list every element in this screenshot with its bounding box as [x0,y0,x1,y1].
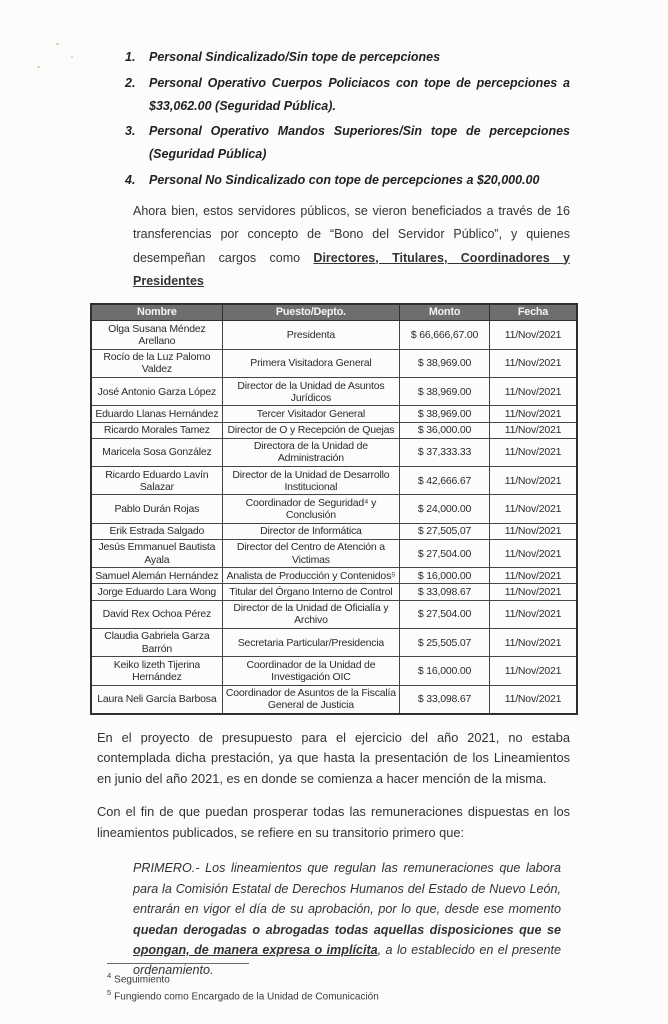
list-item [125,46,570,69]
cell-monto: $ 33,098.67 [400,584,490,600]
cell-puesto: Secretaria Particular/Presidencia [222,628,399,656]
scan-artifact [71,56,73,58]
table-row [91,422,577,438]
intro-paragraph [133,200,570,294]
cell-fecha: 11/Nov/2021 [490,628,578,656]
table-row [91,539,577,567]
cell-fecha: 11/Nov/2021 [490,438,578,466]
cell-monto: $ 37,333.33 [400,438,490,466]
table-row [91,406,577,422]
cell-monto: $ 38,969.00 [400,349,490,377]
cell-nombre: Erik Estrada Salgado [91,523,222,539]
table-header-row [91,304,577,321]
column-header-nombre: Nombre [91,304,222,321]
cell-monto: $ 25,505.07 [400,628,490,656]
table-row [91,349,577,377]
cell-puesto: Analista de Producción y Contenidos⁵ [222,568,399,584]
footnotes [107,963,379,1005]
cell-fecha: 11/Nov/2021 [490,422,578,438]
intro-text: Ahora bien, estos servidores públicos, se vieron beneficiados a través de 16 transferencias por concepto de “Bono del Servidor Público”, y quienes desempeñan cargos como [133,203,570,265]
cell-monto: $ 27,504.00 [400,539,490,567]
quote-part2: , a lo establecido en el presente ordenamiento. [133,942,561,978]
table-row [91,568,577,584]
table-row [91,523,577,539]
scan-artifact [56,43,59,45]
cell-monto: $ 16,000.00 [400,657,490,685]
cell-nombre: Olga Susana Méndez Arellano [91,321,222,349]
beneficiaries-table [90,303,578,716]
list-number: 3. [125,124,136,139]
table-row [91,600,577,628]
cell-fecha: 11/Nov/2021 [490,600,578,628]
cell-nombre: Keiko lizeth Tijerina Hernández [91,657,222,685]
cell-nombre: Claudia Gabriela Garza Barrón [91,628,222,656]
paragraph-fin: Con el fin de que puedan prosperar todas las remuneraciones dispuestas en los lineamientos publicados, se refiere en su transitorio primero que: [97,804,570,840]
cell-puesto: Coordinador de Asuntos de la Fiscalía General de Justicia [222,685,399,714]
cell-puesto: Director de Informática [222,523,399,539]
cell-monto: $ 16,000.00 [400,568,490,584]
footnote-marker: 5 [107,988,112,998]
table-row [91,467,577,495]
table-row [91,438,577,466]
cell-nombre: José Antonio Garza López [91,378,222,406]
cell-monto: $ 27,504.00 [400,600,490,628]
table-row [91,378,577,406]
cell-monto: $ 66,666,67.00 [400,321,490,349]
cell-fecha: 11/Nov/2021 [490,378,578,406]
footnote-text: Fungiendo como Encargado de la Unidad de Comunicación [114,991,379,1003]
footnote-item [107,970,379,987]
intro-emphasis: Directores, Titulares, Coordinadores y Presidentes [133,250,570,288]
cell-fecha: 11/Nov/2021 [490,523,578,539]
cell-nombre: Ricardo Morales Tamez [91,422,222,438]
cell-nombre: Laura Neli García Barbosa [91,685,222,714]
cell-fecha: 11/Nov/2021 [490,584,578,600]
cell-puesto: Coordinador de la Unidad de Investigación OIC [222,657,399,685]
table-row [91,685,577,714]
cell-fecha: 11/Nov/2021 [490,539,578,567]
list-item-text: Personal Operativo Mandos Superiores/Sin tope de percepciones (Seguridad Pública) [149,124,570,161]
cell-puesto: Director de la Unidad de Asuntos Jurídicos [222,378,399,406]
cell-nombre: Eduardo Llanas Hernández [91,406,222,422]
list-item [125,120,570,166]
cell-puesto: Director del Centro de Atención a Victimas [222,539,399,567]
list-item-text: Personal No Sindicalizado con tope de percepciones a $20,000.00 [149,172,540,187]
cell-nombre: Samuel Alemán Hernández [91,568,222,584]
cell-monto: $ 38,969.00 [400,406,490,422]
quote-bold: quedan derogadas o abrogadas todas aquellas disposiciones que se [133,922,561,937]
cell-fecha: 11/Nov/2021 [490,321,578,349]
cell-monto: $ 27,505,07 [400,523,490,539]
list-number: 1. [125,50,136,64]
cell-puesto: Director de O y Recepción de Quejas [222,422,399,438]
list-item-text: Personal Sindicalizado/Sin tope de percepciones [149,50,441,64]
cell-nombre: Jesús Emmanuel Bautista Ayala [91,539,222,567]
list-number: 2. [125,75,136,90]
cell-nombre: David Rex Ochoa Pérez [91,600,222,628]
paragraph-presupuesto: En el proyecto de presupuesto para el ejercicio del año 2021, no estaba contemplada dicha prestación, ya que hasta la presentación de los Lineamientos en junio del año 2021, es en donde se comienza a hacer mención de la misma. [97,730,570,786]
cell-nombre: Rocío de la Luz Palomo Valdez [91,349,222,377]
cell-fecha: 11/Nov/2021 [490,495,578,523]
table-row [91,495,577,523]
cell-nombre: Ricardo Eduardo Lavín Salazar [91,467,222,495]
quote-part1: PRIMERO.- Los lineamientos que regulan las remuneraciones que labora para la Comisión Estatal de Derechos Humanos del Estado de Nuevo León, entrarán en vigor el día de su aprobación, por lo que, desde ese momento [133,861,561,917]
column-header-puesto: Puesto/Depto. [222,304,399,321]
cell-puesto: Tercer Visitador General [222,406,399,422]
cell-nombre: Jorge Eduardo Lara Wong [91,584,222,600]
cell-fecha: 11/Nov/2021 [490,467,578,495]
scan-artifact [37,66,40,68]
cell-monto: $ 42,666.67 [400,467,490,495]
footnote-divider [107,963,249,964]
page-content [97,46,570,981]
cell-fecha: 11/Nov/2021 [490,685,578,714]
table-row [91,584,577,600]
cell-monto: $ 24,000.00 [400,495,490,523]
column-header-fecha: Fecha [490,304,578,321]
cell-puesto: Director de la Unidad de Desarrollo Institucional [222,467,399,495]
personnel-category-list [125,46,570,192]
table-row [91,657,577,685]
cell-nombre: Maricela Sosa González [91,438,222,466]
cell-monto: $ 33,098.67 [400,685,490,714]
footnote-item [107,987,379,1004]
table-row [91,628,577,656]
cell-puesto: Directora de la Unidad de Administración [222,438,399,466]
list-item [125,169,570,192]
footnote-text: Seguimiento [114,974,170,986]
cell-fecha: 11/Nov/2021 [490,657,578,685]
quote-bold-underline: opongan, de manera expresa o implícita [133,942,378,957]
column-header-monto: Monto [400,304,490,321]
cell-puesto: Presidenta [222,321,399,349]
footnote-marker: 4 [107,971,112,980]
table-row [91,321,577,349]
cell-monto: $ 38,969.00 [400,378,490,406]
list-item [125,72,570,118]
cell-fecha: 11/Nov/2021 [490,406,578,422]
cell-nombre: Pablo Durán Rojas [91,495,222,523]
cell-fecha: 11/Nov/2021 [490,568,578,584]
cell-puesto: Primera Visitadora General [222,349,399,377]
cell-puesto: Coordinador de Seguridad⁴ y Conclusión [222,495,399,523]
list-item-text: Personal Operativo Cuerpos Policiacos con tope de percepciones a $33,062.00 (Seguridad Pública). [149,75,570,113]
cell-fecha: 11/Nov/2021 [490,349,578,377]
list-number: 4. [125,172,136,187]
cell-monto: $ 36,000.00 [400,422,490,438]
cell-puesto: Titular del Órgano Interno de Control [222,584,399,600]
cell-puesto: Director de la Unidad de Oficialía y Archivo [222,600,399,628]
